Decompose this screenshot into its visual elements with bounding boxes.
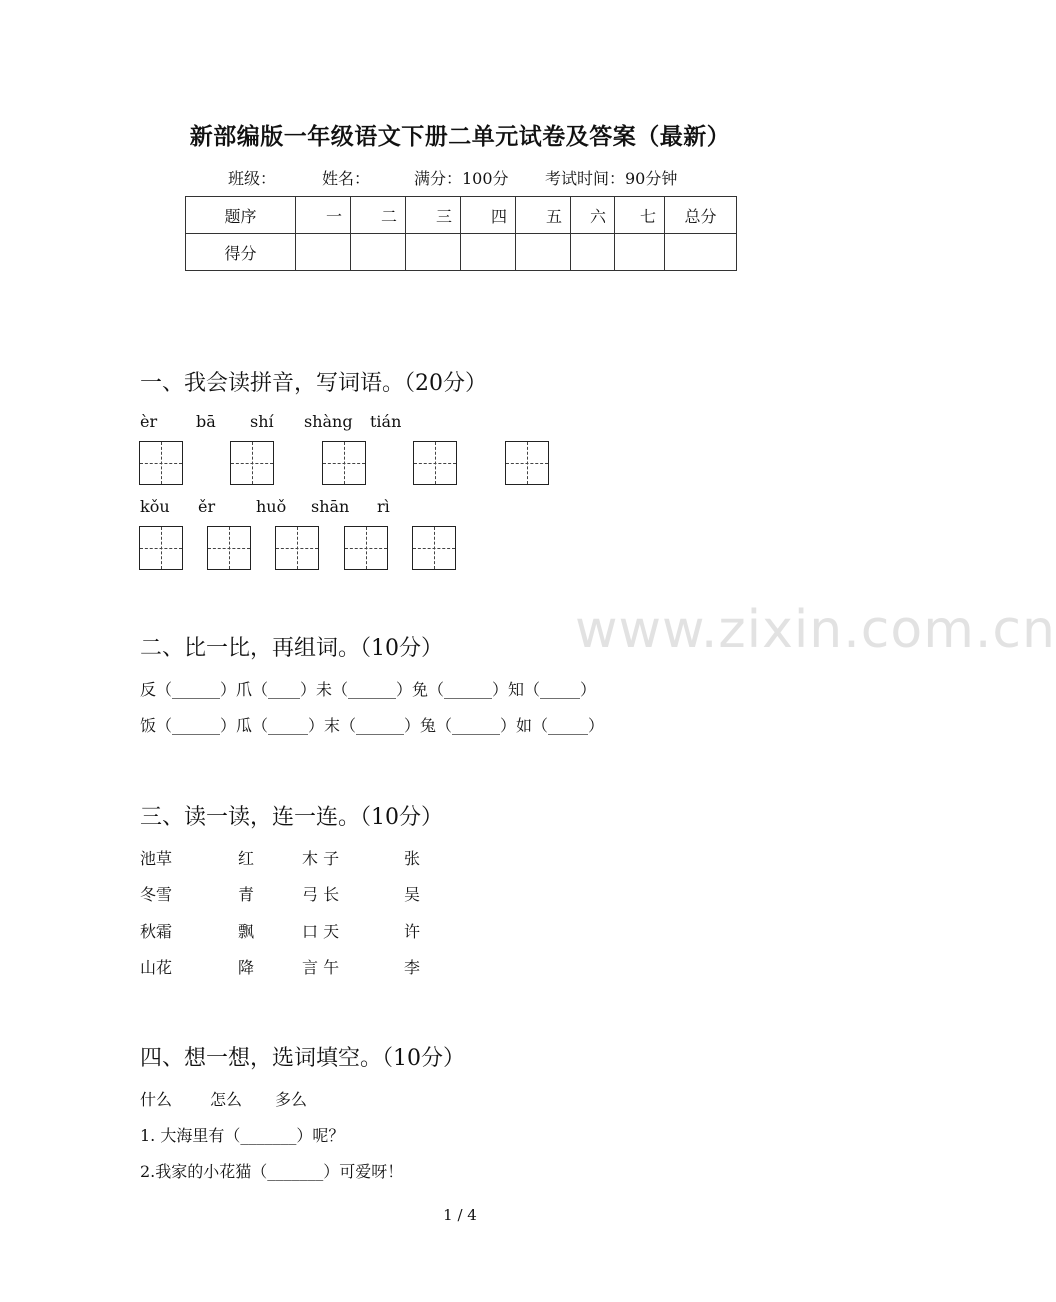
score-cell[interactable]: [296, 234, 351, 271]
score-table-score-row: [186, 234, 737, 271]
writing-grid-box[interactable]: [139, 441, 183, 485]
score-cell[interactable]: [665, 234, 737, 271]
pinyin-label: huǒ: [256, 497, 287, 516]
pinyin-label: tián: [370, 412, 402, 431]
writing-grid-box[interactable]: [230, 441, 274, 485]
match-item: 许: [404, 922, 421, 941]
col-3: 三: [406, 197, 461, 234]
pinyin-label: shān: [311, 497, 350, 516]
match-item: 吴: [404, 885, 421, 904]
score-table: [185, 196, 737, 271]
writing-grid-box[interactable]: [413, 441, 457, 485]
col-total: 总分: [665, 197, 737, 234]
pinyin-label: èr: [140, 412, 158, 431]
match-item: 口 天: [302, 922, 340, 941]
question-1: 1. 大海里有（_______）呢？: [140, 1126, 345, 1145]
class-label: 班级：: [228, 169, 277, 188]
match-item: 弓 长: [302, 885, 340, 904]
writing-grid-box[interactable]: [139, 526, 183, 570]
writing-grid-box[interactable]: [344, 526, 388, 570]
match-item: 秋霜: [140, 922, 173, 941]
match-item: 飘: [238, 922, 255, 941]
pinyin-label: ěr: [198, 497, 216, 516]
page-number: 1 / 4: [443, 1206, 477, 1224]
col-5: 五: [516, 197, 571, 234]
col-2: 二: [351, 197, 406, 234]
exam-time-label: 考试时间：90分钟: [545, 169, 678, 188]
match-item: 红: [238, 849, 255, 868]
pinyin-label: rì: [377, 497, 390, 516]
writing-grid-box[interactable]: [275, 526, 319, 570]
pinyin-label: kǒu: [140, 497, 170, 516]
pinyin-label: shàng: [304, 412, 353, 431]
match-item: 青: [238, 885, 255, 904]
score-cell[interactable]: [615, 234, 665, 271]
score-cell[interactable]: [516, 234, 571, 271]
full-score-label: 满分：100分: [414, 169, 509, 188]
section4-heading: 四、想一想，选词填空。（10分）: [140, 1046, 465, 1071]
score-cell[interactable]: [571, 234, 615, 271]
col-4: 四: [461, 197, 516, 234]
word-compare-line-1: 反（______）爪（____）未（______）免（______）知（_____）: [140, 680, 597, 699]
col-7: 七: [615, 197, 665, 234]
match-item: 山花: [140, 958, 173, 977]
score-cell[interactable]: [406, 234, 461, 271]
score-cell[interactable]: [351, 234, 406, 271]
word-choice: 什么: [140, 1090, 173, 1109]
row-label-order: 题序: [186, 197, 296, 234]
match-item: 言 午: [302, 958, 340, 977]
score-table-header-row: [186, 197, 737, 234]
section3-heading: 三、读一读，连一连。（10分）: [140, 805, 443, 830]
pinyin-label: shí: [250, 412, 274, 431]
match-item: 李: [404, 958, 421, 977]
question-2: 2.我家的小花猫（_______）可爱呀！: [140, 1162, 404, 1181]
match-item: 木 子: [302, 849, 340, 868]
section1-heading: 一、我会读拼音，写词语。（20分）: [140, 371, 487, 396]
score-cell[interactable]: [461, 234, 516, 271]
word-choice: 怎么: [210, 1090, 243, 1109]
match-item: 张: [404, 849, 421, 868]
col-6: 六: [571, 197, 615, 234]
match-item: 池草: [140, 849, 173, 868]
col-1: 一: [296, 197, 351, 234]
section2-heading: 二、比一比，再组词。（10分）: [140, 636, 443, 661]
writing-grid-box[interactable]: [322, 441, 366, 485]
writing-grid-box[interactable]: [412, 526, 456, 570]
writing-grid-box[interactable]: [505, 441, 549, 485]
writing-grid-box[interactable]: [207, 526, 251, 570]
document-title: 新部编版一年级语文下册二单元试卷及答案（最新）: [189, 123, 731, 150]
row-label-score: 得分: [186, 234, 296, 271]
watermark: www.zixin.com.cn: [575, 600, 1056, 660]
word-choice: 多么: [275, 1090, 308, 1109]
word-compare-line-2: 饭（______）瓜（_____）末（______）兔（______）如（_____）: [140, 716, 605, 735]
match-item: 冬雪: [140, 885, 173, 904]
match-item: 降: [238, 958, 255, 977]
pinyin-label: bā: [196, 412, 216, 431]
name-label: 姓名：: [322, 169, 371, 188]
